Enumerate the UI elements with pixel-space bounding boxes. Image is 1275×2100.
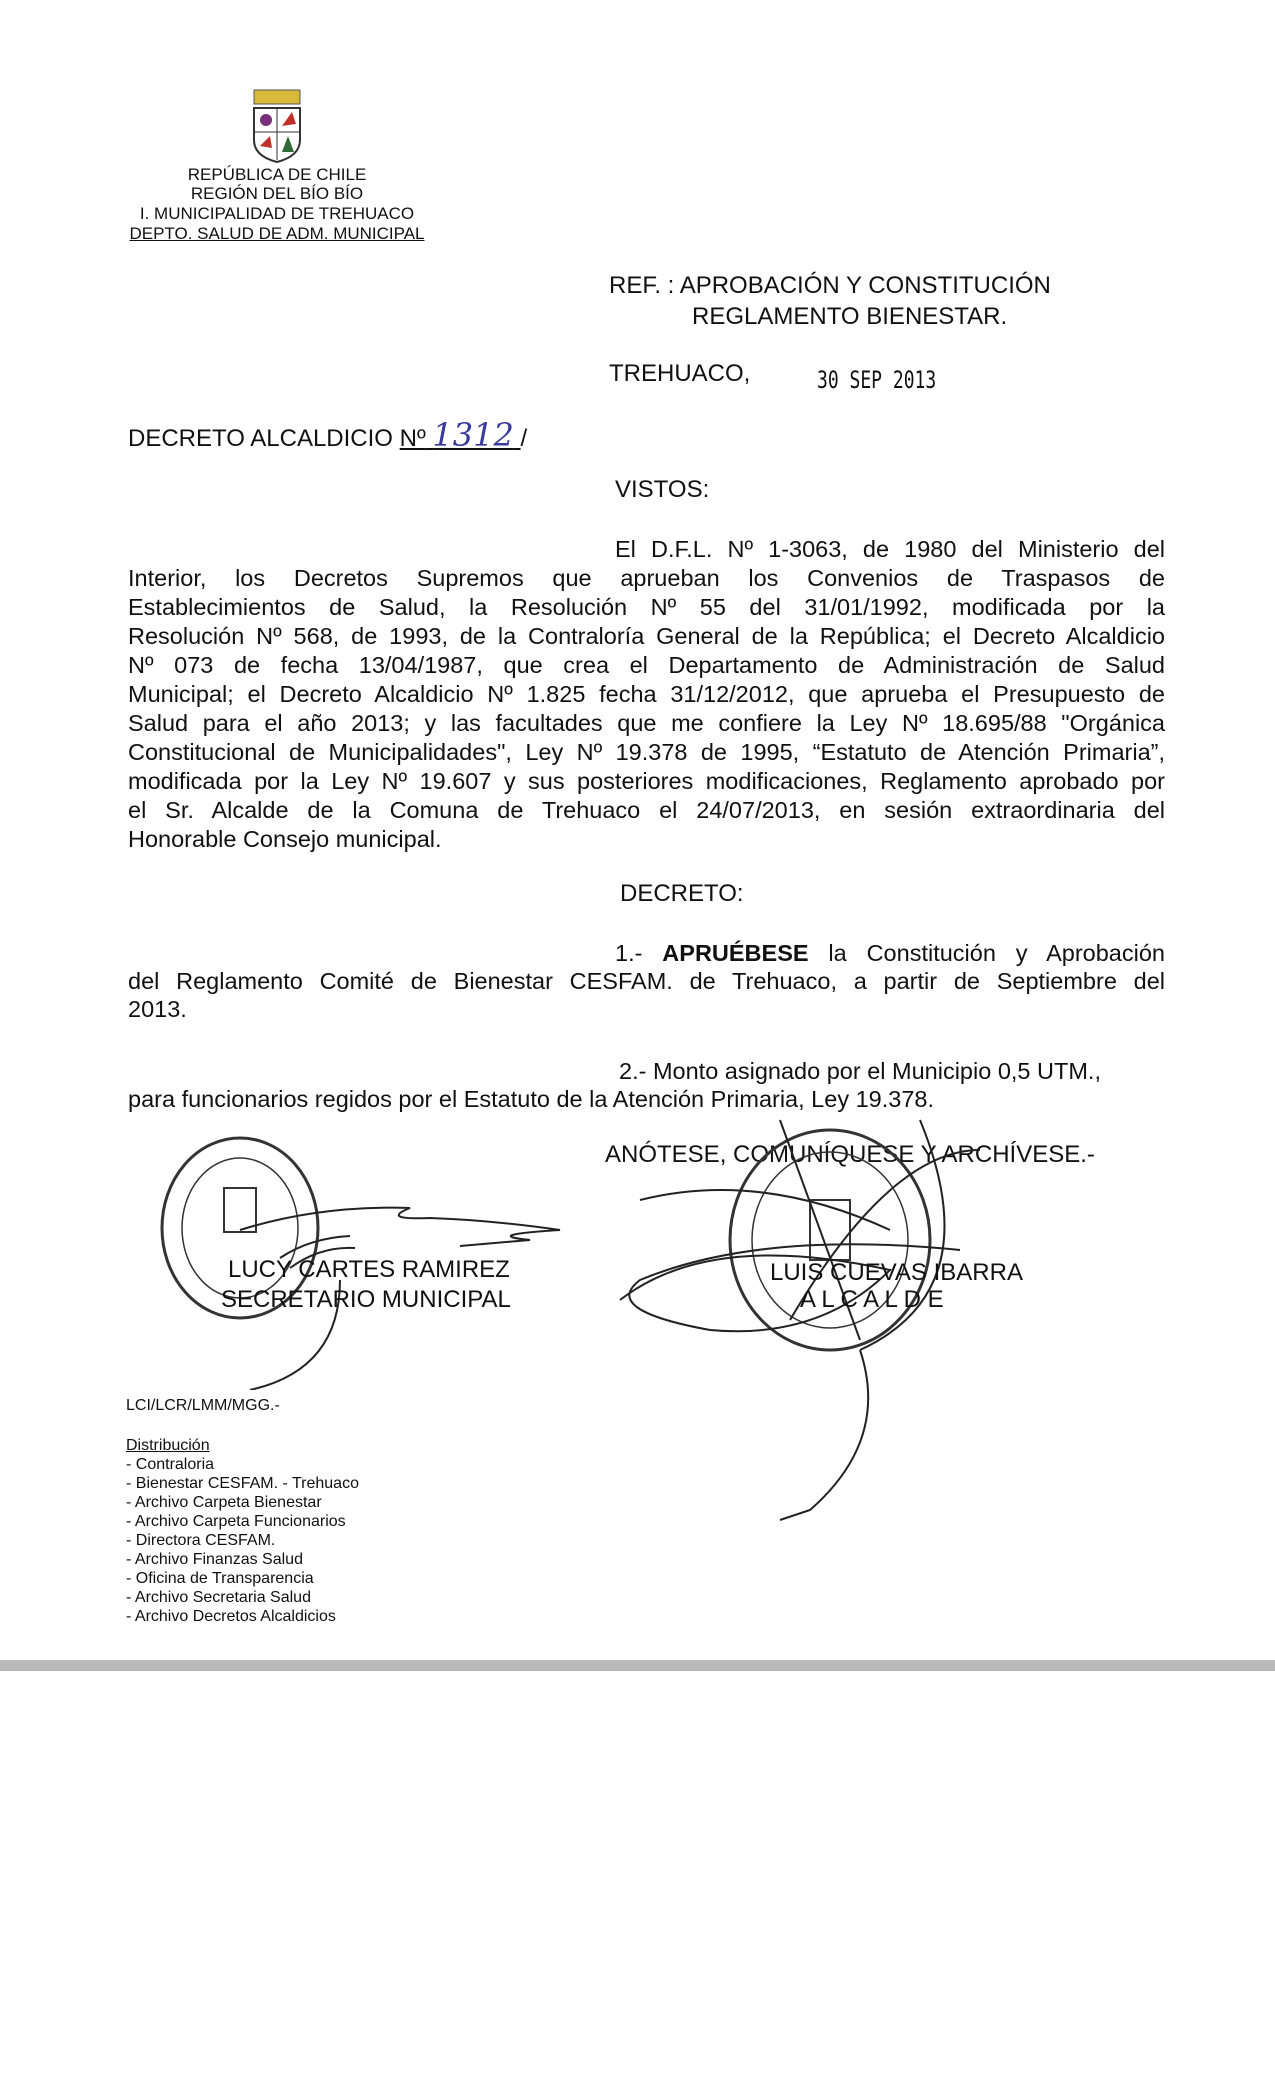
item-keyword: APRUÉBESE: [662, 940, 809, 966]
text-line: 2013.: [128, 996, 187, 1022]
list-item: - Archivo Carpeta Bienestar: [126, 1494, 322, 1511]
header-line: I. MUNICIPALIDAD DE TREHUACO: [139, 204, 415, 223]
list-item: - Archivo Decretos Alcaldicios: [126, 1608, 336, 1625]
list-item: - Bienestar CESFAM. - Trehuaco: [126, 1475, 359, 1492]
text-line: del Reglamento Comité de Bienestar CESFAM. de Trehuaco, a partir de Septiembre del: [128, 968, 1165, 994]
decree-no: Nº: [399, 425, 426, 452]
list-item: - Contraloria: [126, 1456, 215, 1473]
initials: LCI/LCR/LMM/MGG.-: [126, 1397, 280, 1414]
text-line: el Sr. Alcalde de la Comuna de Trehuaco el 24/07/2013, en sesión extraordinaria del: [128, 797, 1165, 823]
text-line: [615, 940, 1165, 967]
decree-number: [128, 416, 527, 454]
vistos-title: VISTOS:: [615, 476, 710, 503]
text-line: Honorable Consejo municipal.: [128, 826, 442, 852]
header-line: REPÚBLICA DE CHILE: [187, 165, 367, 184]
decreto-title: DECRETO:: [620, 880, 744, 907]
mayor-stamp: [560, 1110, 1040, 1530]
decree-suffix: /: [520, 425, 528, 452]
header-line: DEPTO. SALUD DE ADM. MUNICIPAL: [129, 224, 425, 243]
signer-left-title: SECRETARIO MUNICIPAL: [221, 1286, 511, 1313]
text-line: Establecimientos de Salud, la Resolución Nº 55 del 31/01/1992, modificada por la: [128, 594, 1165, 620]
date-stamp: 30 SEP 2013: [817, 366, 937, 394]
decree-label: DECRETO ALCALDICIO: [128, 425, 400, 452]
handwritten-number: 1312: [432, 416, 514, 454]
scan-edge-band: [0, 1660, 1275, 1671]
ref-line-1: REF. : APROBACIÓN Y CONSTITUCIÓN: [609, 272, 1051, 299]
text-line: modificada por la Ley Nº 19.607 y sus posteriores modificaciones, Reglamento aprobado por: [128, 768, 1165, 794]
text-line: El D.F.L. Nº 1-3063, de 1980 del Ministerio del: [615, 536, 1165, 562]
signer-left-name: LUCY CARTES RAMIREZ: [228, 1256, 510, 1283]
list-item: - Oficina de Transparencia: [126, 1570, 314, 1587]
ref-line-2: REGLAMENTO BIENESTAR.: [692, 303, 1008, 330]
coat-of-arms-logo: [246, 88, 308, 164]
item-text: la Constitución y Aprobación: [808, 940, 1165, 966]
text-line: Constitucional de Municipalidades", Ley Nº 19.378 de 1995, “Estatuto de Atención Primaria”,: [128, 739, 1165, 765]
text-line: Nº 073 de fecha 13/04/1987, que crea el Departamento de Administración de Salud: [128, 652, 1165, 678]
header-line: REGIÓN DEL BÍO BÍO: [190, 184, 364, 203]
text-line: Municipal; el Decreto Alcaldicio Nº 1.825 fecha 31/12/2012, que aprueba el Presupuesto de: [128, 681, 1165, 707]
text-line: Resolución Nº 568, de 1993, de la Contraloría General de la República; el Decreto Alcaldicio: [128, 623, 1165, 649]
text-line: 2.- Monto asignado por el Municipio 0,5 UTM.,: [619, 1058, 1101, 1084]
list-item: - Archivo Carpeta Funcionarios: [126, 1513, 346, 1530]
text-line: Salud para el año 2013; y las facultades que me confiere la Ley Nº 18.695/88 "Orgánica: [128, 710, 1165, 736]
text-line: para funcionarios regidos por el Estatuto de la Atención Primaria, Ley 19.378.: [128, 1086, 935, 1112]
signer-right-title: A L C A L D E: [800, 1286, 944, 1313]
list-item: - Directora CESFAM.: [126, 1532, 276, 1549]
text-line: Interior, los Decretos Supremos que aprueban los Convenios de Traspasos de: [128, 565, 1165, 591]
list-item: - Archivo Finanzas Salud: [126, 1551, 303, 1568]
list-item: - Archivo Secretaria Salud: [126, 1589, 311, 1606]
distribution-title: Distribución: [126, 1437, 210, 1454]
closing-formula: ANÓTESE, COMUNÍQUESE Y ARCHÍVESE.-: [605, 1141, 1095, 1168]
place: TREHUACO,: [609, 360, 751, 387]
signer-right-name: LUIS CUEVAS IBARRA: [770, 1259, 1023, 1286]
item-number: 1.-: [615, 940, 663, 966]
